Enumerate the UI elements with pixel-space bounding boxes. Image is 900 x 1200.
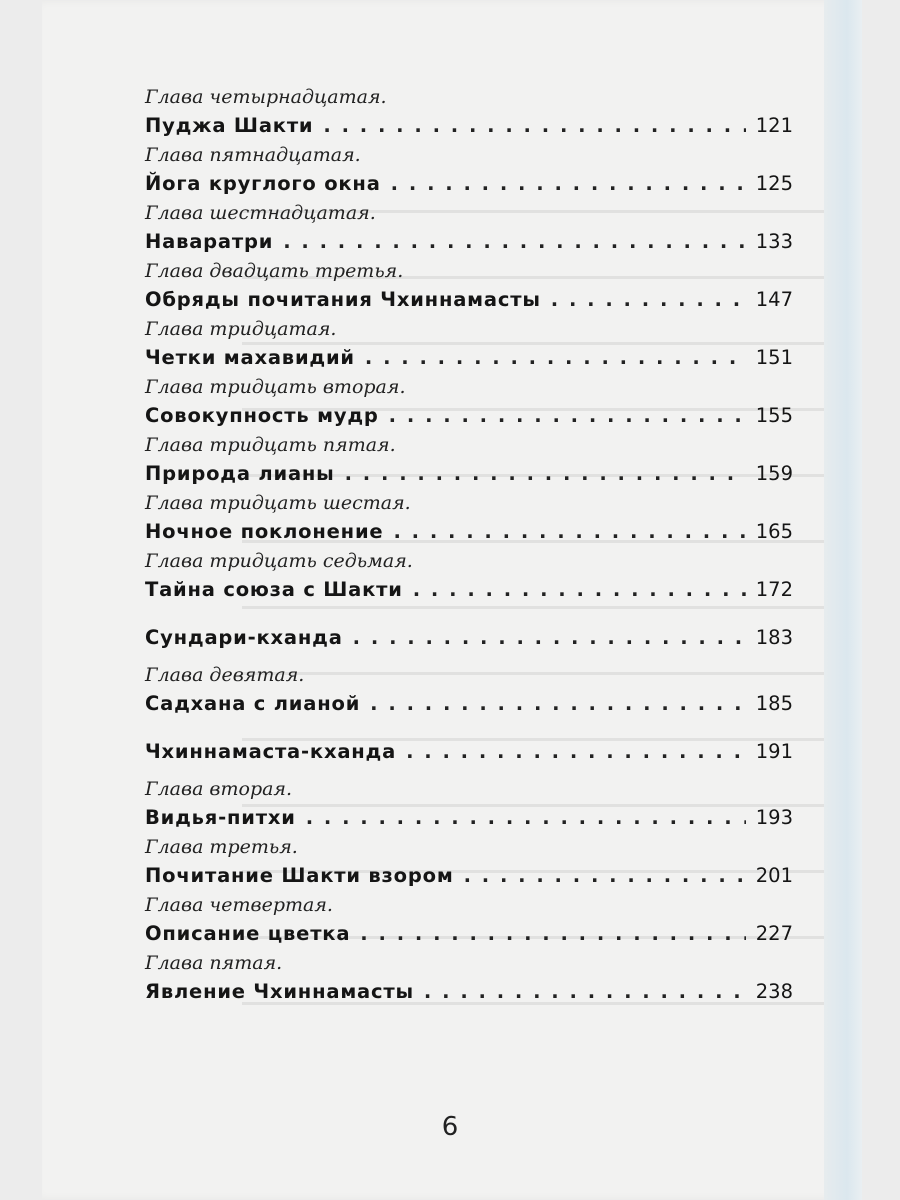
chapter-label: Глава тридцать пятая. <box>145 434 396 456</box>
toc-entry <box>145 835 793 893</box>
toc-entry <box>145 549 793 607</box>
entry-title: Ночное поклонение <box>145 520 384 543</box>
entry-title: Наваратри <box>145 230 274 253</box>
toc-section-entry <box>145 735 793 769</box>
toc-line[interactable] <box>145 225 793 259</box>
toc-entry <box>145 375 793 433</box>
entry-title: Явление Чхиннамасты <box>145 980 414 1003</box>
toc-line[interactable] <box>145 515 793 549</box>
page-ref: 125 <box>755 172 793 195</box>
toc-entry <box>145 893 793 951</box>
toc-line[interactable] <box>145 457 793 491</box>
toc-line[interactable] <box>145 687 793 721</box>
toc-entry <box>145 317 793 375</box>
chapter-label: Глава шестнадцатая. <box>145 202 376 224</box>
page-ref: 191 <box>755 740 793 763</box>
page-ref: 147 <box>755 288 793 311</box>
dot-leader <box>424 975 746 1009</box>
page-ref: 238 <box>755 980 793 1003</box>
toc-entry <box>145 85 793 143</box>
entry-title: Четки махавидий <box>145 346 355 369</box>
chapter-label: Глава четырнадцатая. <box>145 86 387 108</box>
entry-title: Пуджа Шакти <box>145 114 314 137</box>
toc-entry <box>145 201 793 259</box>
page-ref: 227 <box>755 922 793 945</box>
toc-entry <box>145 433 793 491</box>
entry-title: Садхана с лианой <box>145 692 361 715</box>
page-ref: 155 <box>755 404 793 427</box>
toc-line[interactable] <box>145 283 793 317</box>
entry-title: Совокупность мудр <box>145 404 379 427</box>
dot-leader <box>353 621 746 655</box>
chapter-label: Глава вторая. <box>145 778 293 800</box>
toc-line[interactable] <box>145 859 793 893</box>
page-ref: 193 <box>755 806 793 829</box>
entry-title: Тайна союза с Шакти <box>145 578 403 601</box>
toc-line[interactable] <box>145 109 793 143</box>
dot-leader <box>406 735 746 769</box>
entry-title: Природа лианы <box>145 462 335 485</box>
dot-leader <box>391 167 746 201</box>
chapter-label: Глава тридцать шестая. <box>145 492 411 514</box>
chapter-label: Глава тридцатая. <box>145 318 337 340</box>
chapter-label: Глава девятая. <box>145 664 305 686</box>
toc-entry <box>145 777 793 835</box>
dot-leader <box>360 917 745 951</box>
chapter-label: Глава третья. <box>145 836 298 858</box>
toc-line[interactable] <box>145 341 793 375</box>
dot-leader <box>551 283 746 317</box>
page-ref: 165 <box>755 520 793 543</box>
dot-leader <box>370 687 746 721</box>
toc-line[interactable] <box>145 399 793 433</box>
chapter-label: Глава двадцать третья. <box>145 260 404 282</box>
toc-line[interactable] <box>145 975 793 1009</box>
chapter-label: Глава четвертая. <box>145 894 333 916</box>
dot-leader <box>323 109 745 143</box>
toc-line[interactable] <box>145 573 793 607</box>
dot-leader <box>464 859 746 893</box>
dot-leader <box>413 573 746 607</box>
page-edge <box>824 0 862 1200</box>
toc-line[interactable] <box>145 167 793 201</box>
page-ref: 133 <box>755 230 793 253</box>
toc-section-line[interactable] <box>145 735 793 769</box>
chapter-label: Глава тридцать вторая. <box>145 376 406 398</box>
dot-leader <box>283 225 746 259</box>
entry-title: Обряды почитания Чхиннамасты <box>145 288 541 311</box>
dot-leader <box>306 801 746 835</box>
chapter-label: Глава тридцать седьмая. <box>145 550 413 572</box>
dot-leader <box>393 515 745 549</box>
table-of-contents <box>145 85 793 1009</box>
page-number: 6 <box>441 1112 459 1142</box>
entry-title: Йога круглого окна <box>145 172 381 195</box>
toc-line[interactable] <box>145 801 793 835</box>
entry-title: Видья-питхи <box>145 806 296 829</box>
entry-title: Почитание Шакти взором <box>145 864 454 887</box>
section-title: Чхиннамаста-кханда <box>145 740 397 763</box>
toc-entry <box>145 951 793 1009</box>
page-ref: 151 <box>755 346 793 369</box>
page-ref: 159 <box>755 462 793 485</box>
toc-line[interactable] <box>145 917 793 951</box>
page-ref: 201 <box>755 864 793 887</box>
dot-leader <box>365 341 746 375</box>
dot-leader <box>389 399 746 433</box>
toc-entry <box>145 491 793 549</box>
dot-leader <box>345 457 746 491</box>
toc-entry <box>145 663 793 721</box>
toc-entry <box>145 143 793 201</box>
entry-title: Описание цветка <box>145 922 351 945</box>
page-ref: 172 <box>755 578 793 601</box>
toc-entry <box>145 259 793 317</box>
chapter-label: Глава пятнадцатая. <box>145 144 361 166</box>
page-ref: 183 <box>755 626 793 649</box>
page-ref: 185 <box>755 692 793 715</box>
section-title: Сундари-кханда <box>145 626 343 649</box>
page-ref: 121 <box>755 114 793 137</box>
chapter-label: Глава пятая. <box>145 952 283 974</box>
toc-section-entry <box>145 621 793 655</box>
toc-section-line[interactable] <box>145 621 793 655</box>
